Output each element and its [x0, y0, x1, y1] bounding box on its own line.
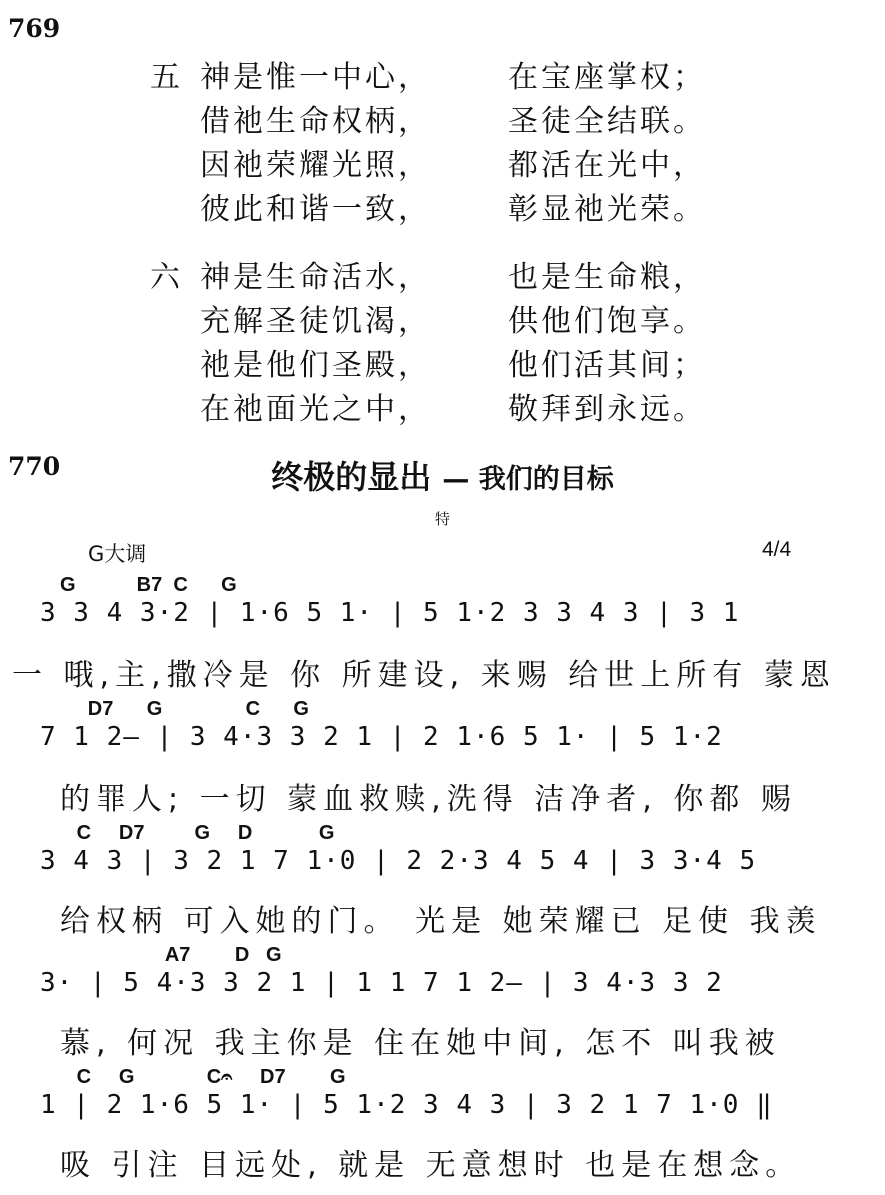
lyric-line: 彰显祂光荣。 — [508, 192, 706, 227]
notation-row: 1 | 2 1·6 5 1· | 5 1·2 3 4 3 | 3 2 1 7 1·0 ‖ — [40, 1090, 773, 1120]
lyric-line: 在宝座掌权； — [508, 60, 706, 95]
notation-row: 3 3 4 3·2 | 1·6 5 1· | 5 1·2 3 3 4 3 | 3 1 — [40, 598, 740, 628]
chord-row: D7 G C G — [60, 698, 309, 720]
lyric-line: 他们活其间； — [508, 348, 706, 383]
notation-row: 7 1 2— | 3 4·3 3 2 1 | 2 1·6 5 1· | 5 1·2 — [40, 722, 723, 752]
chord-row: G B7 C G — [60, 574, 237, 596]
lyric-row: 吸 引注 目远处, 就是 无意想时 也是在想念。 — [60, 1148, 802, 1183]
title-main: 终极的显出 — [271, 458, 432, 496]
lyric-line: 敬拜到永远。 — [508, 392, 706, 427]
notation-row: 3 4 3 | 3 2 1 7 1·0 | 2 2·3 4 5 4 | 3 3·4 5 — [40, 846, 757, 876]
lyric-line: 充解圣徒饥渴， — [200, 304, 431, 339]
lyric-line: 供他们饱享。 — [508, 304, 706, 339]
lyric-row: 一 哦,主,撒冷是 你 所建设, 来赐 给世上所有 蒙恩 — [12, 658, 836, 693]
hymn-number-769: 769 — [8, 14, 61, 43]
chord-row: C D7 G D G — [60, 822, 335, 844]
hymn-title — [0, 452, 885, 498]
meter-mark: 特 — [434, 510, 450, 528]
lyric-line: 也是生命粮， — [508, 260, 706, 295]
key-signature: G大调 — [88, 542, 147, 566]
lyric-row: 给权柄 可入她的门。 光是 她荣耀已 足使 我羡 — [60, 904, 822, 939]
lyric-line: 因祂荣耀光照， — [200, 148, 431, 183]
stanza-number: 六 — [150, 260, 180, 295]
lyric-line: 在祂面光之中， — [200, 392, 431, 427]
lyric-line: 彼此和谐一致， — [200, 192, 431, 227]
hymn-number-770: 770 — [8, 452, 61, 481]
lyric-line: 都活在光中， — [508, 148, 706, 183]
title-subtitle: — 我们的目标 — [442, 464, 614, 495]
stanza-number: 五 — [150, 60, 180, 95]
notation-row: 3· | 5 4·3 3 2 1 | 1 1 7 1 2— | 3 4·3 3 2 — [40, 968, 723, 998]
lyric-line: 神是生命活水， — [200, 260, 431, 295]
lyric-line: 神是惟一中心， — [200, 60, 431, 95]
chord-row: C G C𝄐 D7 G — [60, 1066, 346, 1088]
lyric-row: 的罪人; 一切 蒙血救赎,洗得 洁净者, 你都 赐 — [60, 782, 797, 817]
lyric-row: 慕, 何况 我主你是 住在她中间, 怎不 叫我被 — [60, 1026, 781, 1061]
lyric-line: 圣徒全结联。 — [508, 104, 706, 139]
lyric-line: 祂是他们圣殿， — [200, 348, 431, 383]
lyric-line: 借祂生命权柄， — [200, 104, 431, 139]
time-signature: 4/4 — [762, 538, 792, 561]
chord-row: A7 D G — [60, 944, 282, 966]
